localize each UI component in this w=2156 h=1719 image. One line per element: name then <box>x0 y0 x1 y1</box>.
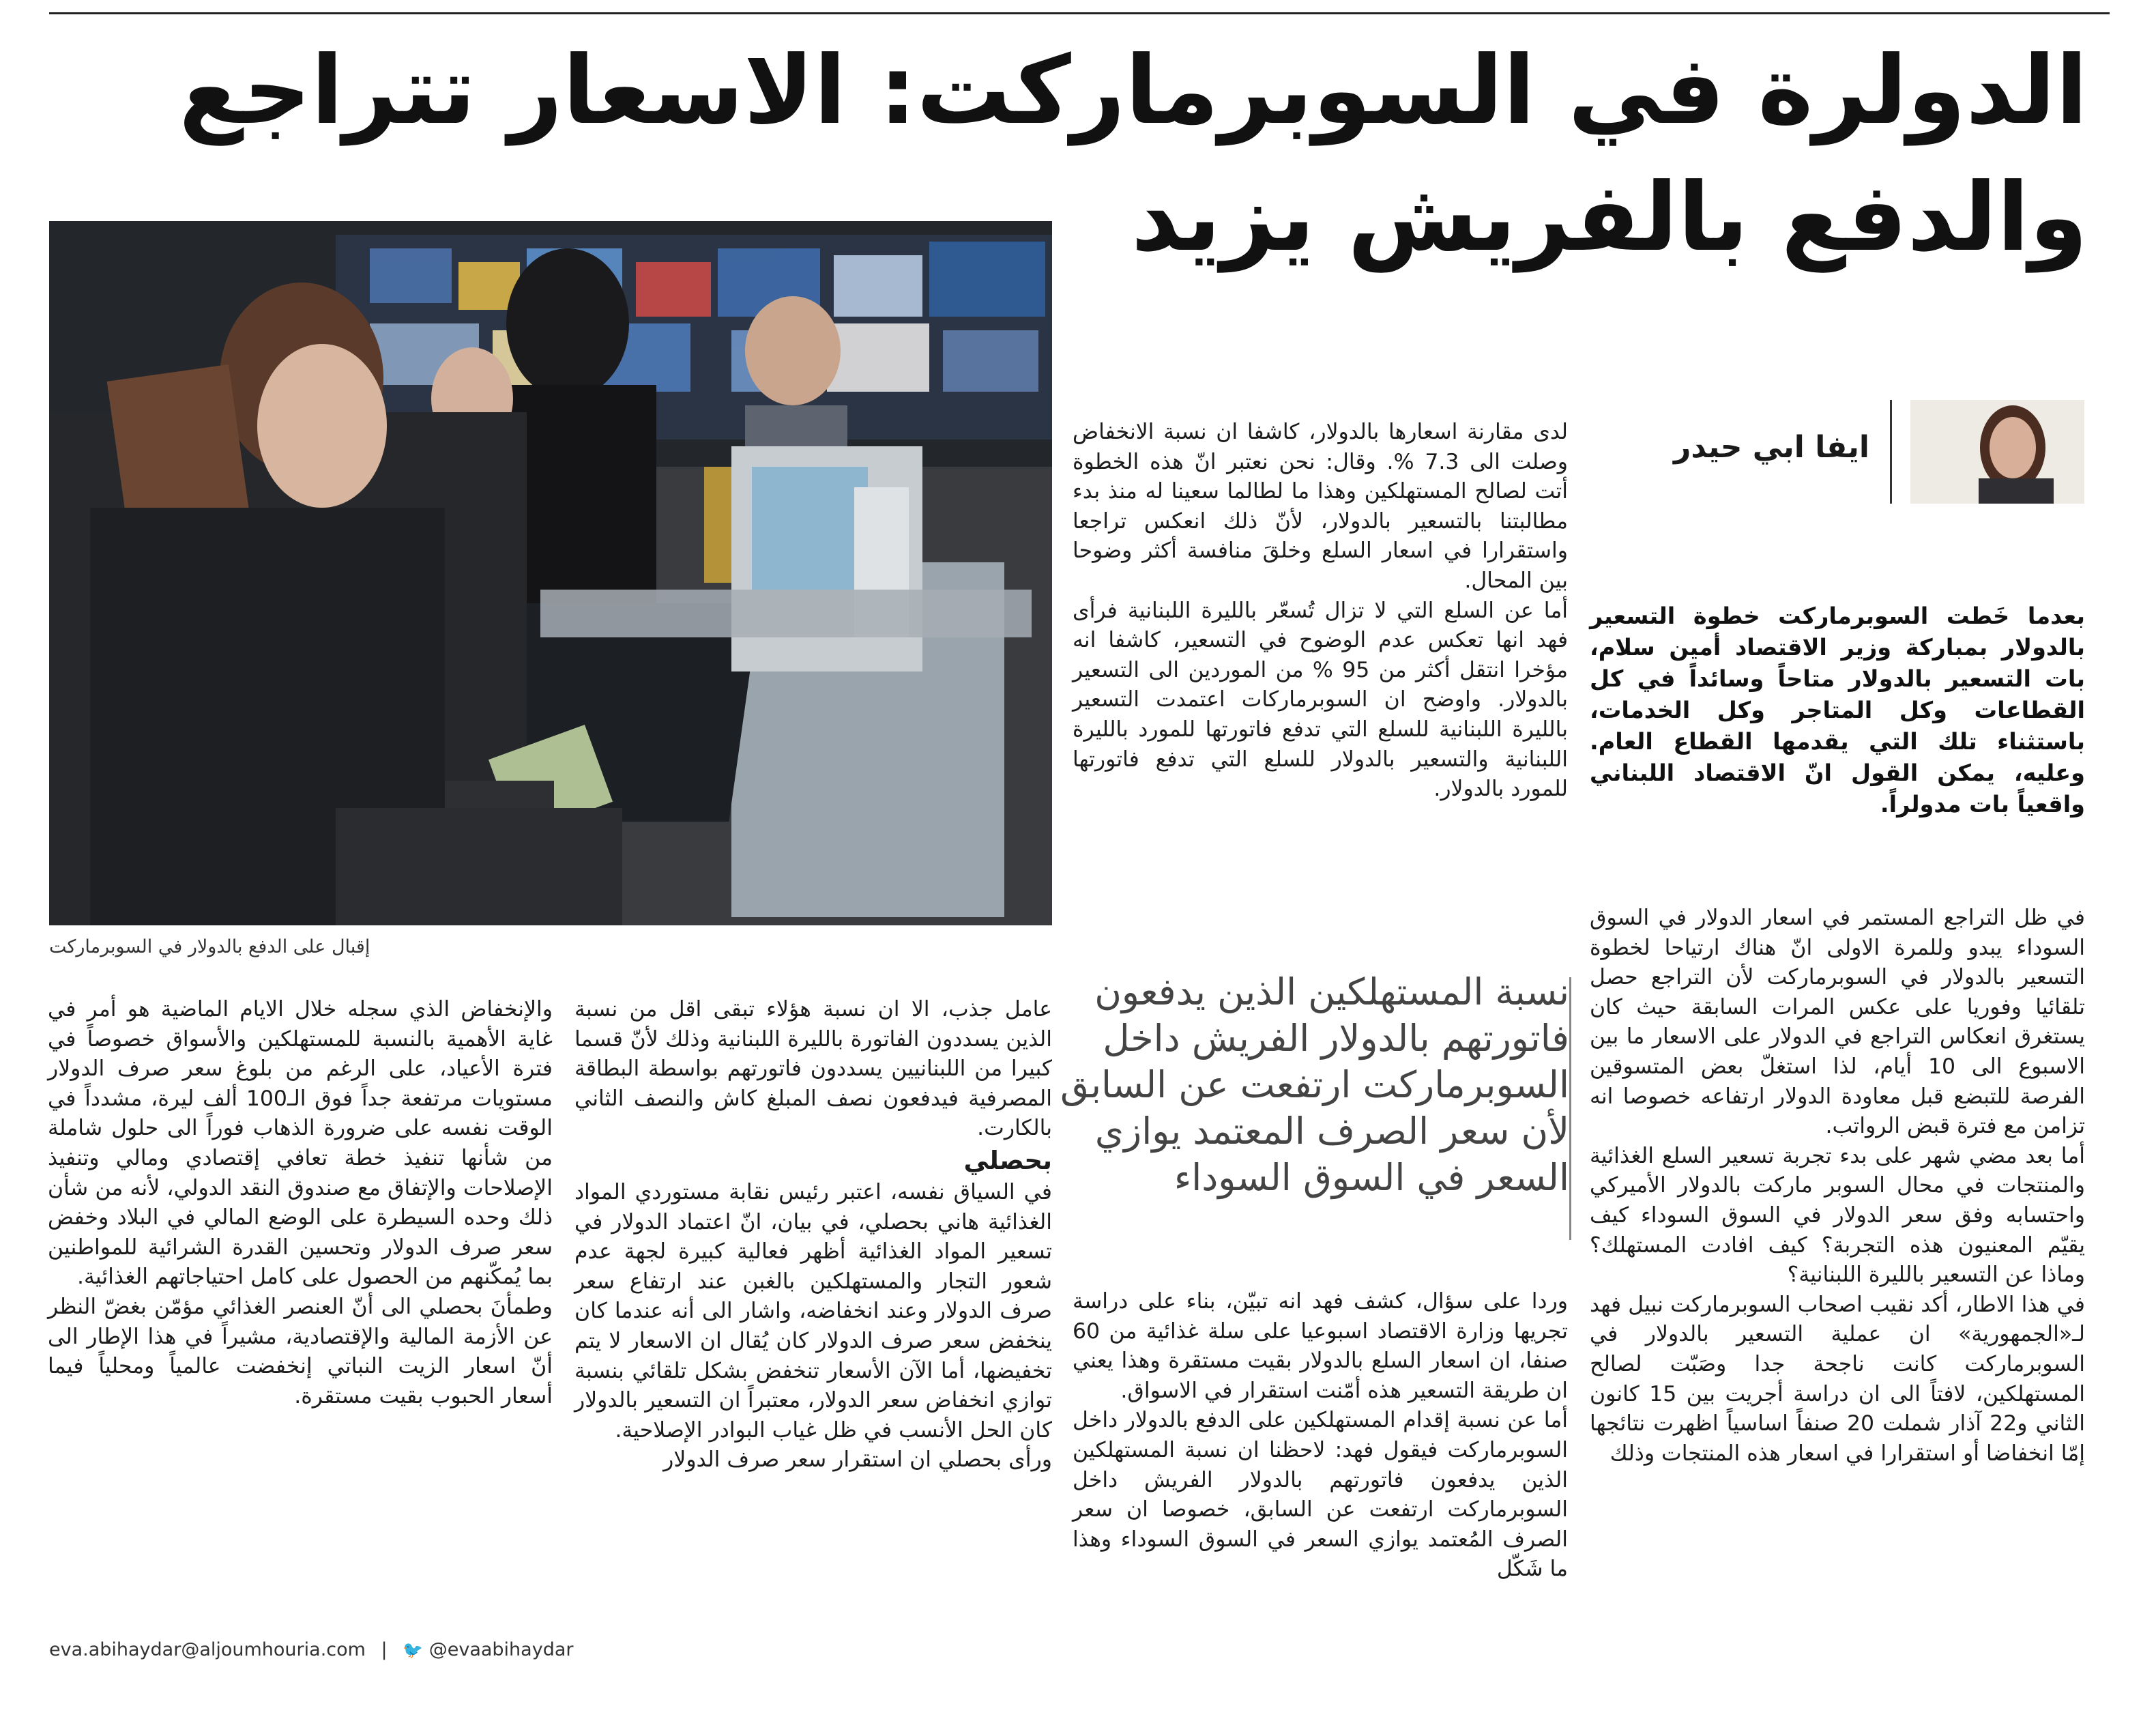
paragraph: أما عن نسبة إقدام المستهلكين على الدفع بالدولار داخل السوبرماركت فيقول فهد: لاحظنا ان نسبة المستهلكين الذين يدفعون فاتورتهم بالدولار الفريش داخل السوبرماركت ارتفعت عن السابق، خصوصا ان سعر الصرف المُعتمد يوازي السعر في السوق السوداء وهذا ما شَكّل <box>1073 1408 1568 1582</box>
paragraph: والإنخفاض الذي سجله خلال الايام الماضية هو أمر في غاية الأهمية بالنسبة للمستهلكين والأسواق خصوصاً في فترة الأعياد، على الرغم من بلوغ سعر صرف الدولار مستويات مرتفعة جداً فوق الـ100 ألف ليرة، مشدداً في الوقت نفسه على ضرورة الذهاب فوراً الى حلول شاملة من شأنها تنفيذ خطة تعافي إقتصادي ومالي وتنفيذ الإصلاحات والإتفاق مع صندوق النقد الدولي، لأنه من شأن ذلك وحده السيطرة على الوضع المالي في البلاد وخفض سعر صرف الدولار وتحسين القدرة الشرائية للمواطنين بما يُمكّنهم من الحصول على كامل احتياجاتهم الغذائية. <box>48 997 553 1290</box>
pull-quote-bar <box>1569 977 1571 1240</box>
author-contact <box>49 1639 574 1660</box>
author-photo <box>1910 400 2084 504</box>
subheading-bahsali: بحصلي <box>963 1145 1052 1175</box>
photo-caption-text: إقبال على الدفع بالدولار في السوبرماركت <box>49 936 370 957</box>
lead-paragraph <box>1590 601 2085 820</box>
headline-line-2: والدفع بالفريش يزيد <box>1131 162 2088 272</box>
paragraph: وطمأنَ بحصلي الى أنّ العنصر الغذائي مؤمّن بغضّ النظر عن الأزمة المالية والإقتصادية، مشيراً في هذا الإطار الى أنّ اسعار الزيت النباتي إنخفضت عالمياً ومحلياً فيما أسعار الحبوب بقيت مستقرة. <box>48 1294 553 1409</box>
paragraph: أما بعد مضي شهر على بدء تجربة تسعير السلع الغذائية والمنتجات في محال السوبر ماركت بالدولار الأميركي واحتسابه وفق سعر الدولار في السوق السوداء كيف يقيّم المعنيون هذه التجربة؟ كيف افادت المستهلك؟ وماذا عن التسعير بالليرة اللبنانية؟ <box>1590 1143 2085 1288</box>
paragraph: وردا على سؤال، كشف فهد انه تبيّن، بناء على دراسة تجريها وزارة الاقتصاد اسبوعيا على سلة غذائية من 60 صنفا، ان اسعار السلع بالدولار بقيت مستقرة وهذا يعني ان طريقة التسعير هذه أمّنت استقرار في الاسواق. <box>1073 1289 1568 1403</box>
paragraph: في السياق نفسه، اعتبر رئيس نقابة مستوردي المواد الغذائية هاني بحصلي، في بيان، انّ اعتماد الدولار في تسعير المواد الغذائية أظهر فعالية كبيرة لجهة عدم شعور التجار والمستهلكين بالغبن عند ارتفاع سعر صرف الدولار وعند انخفاضه، واشار الى أنه عندما كان ينخفض سعر صرف الدولار كان يُقال ان الاسعار لا يتم تخفيضها، أما الآن الأسعار تنخفض بشكل تلقائي بنسبة توازي انخفاض سعر الدولار، معتبراً ان التسعير بالدولار كان الحل الأنسب في ظل غياب البوادر الإصلاحية. <box>574 1179 1052 1443</box>
twitter-handle[interactable]: @evaabihaydar <box>428 1639 574 1660</box>
top-rule <box>49 12 2110 14</box>
author-name: ايفا ابي حيدر <box>1674 430 1869 465</box>
supermarket-photo <box>49 221 1052 925</box>
footer-separator: | <box>381 1639 388 1660</box>
lead-text: بعدما خَطت السوبرماركت خطوة التسعير بالدولار بمباركة وزير الاقتصاد أمين سلام، بات التسعير بالدولار متاحاً وسائداً في كل القطاعات وكل المتاجر وكل الخدمات، باستثناء تلك التي يقدمها القطاع العام. وعليه، يمكن القول انّ الاقتصاد اللبناني واقعياً بات مدولراً. <box>1590 603 2085 818</box>
paragraph: ورأى بحصلي ان استقرار سعر صرف الدولار <box>663 1447 1052 1473</box>
paragraph: عامل جذب، الا ان نسبة هؤلاء تبقى اقل من نسبة الذين يسددون الفاتورة بالليرة اللبنانية وذلك لأنّ قسما كبيرا من اللبنانيين يسددون فاتورتهم بواسطة البطاقة المصرفية فيدفعون نصف المبلغ كاش والنصف الثاني بالكارت. <box>574 997 1052 1141</box>
headline-line-1: الدولرة في السوبرماركت: الاسعار تتراجع <box>179 35 2088 145</box>
twitter-icon: 🐦 <box>403 1641 424 1660</box>
pull-quote: نسبة المستهلكين الذين يدفعون فاتورتهم بالدولار الفريش داخل السوبرماركت ارتفعت عن السابق لأن سعر الصرف المعتمد يوازي السعر في السوق السوداء <box>1060 970 1569 1199</box>
paragraph: في هذا الاطار، أكد نقيب اصحاب السوبرماركت نبيل فهد لـ«الجمهورية» ان عملية التسعير بالدولار في السوبرماركت كانت ناجحة جدا وصَبّت لصالح المستهلكين، لافتاً الى ان دراسة أجريت بين 15 كانون الثاني و22 آذار شملت 20 صنفاً اساسياً اظهرت نتائجها إمّا انخفاضا أو استقرارا في اسعار هذه المنتجات وذلك <box>1590 1292 2086 1466</box>
photo-caption <box>49 936 1052 957</box>
paragraph: أما عن السلع التي لا تزال تُسعّر بالليرة اللبنانية فرأى فهد انها تعكس عدم الوضوح في التسعير، كاشفا انه مؤخرا انتقل أكثر من 95 % من الموردين الى التسعير بالدولار. واوضح ان السوبرماركات اعتمدت التسعير بالليرة اللبنانية للسلع التي تدفع فاتورتها للمورد بالليرة اللبنانية والتسعير بالدولار للسلع التي تدفع فاتورتها للمورد بالدولار. <box>1073 598 1568 802</box>
column-2-top <box>1073 418 1568 805</box>
paragraph: لدى مقارنة اسعارها بالدولار، كاشفا ان نسبة الانخفاض وصلت الى 7.3 %. وقال: نحن نعتبر انّ هذه الخطوة أتت لصالح المستهلكين وهذا ما لطالما سعينا له منذ بدء مطالبتنا بالتسعير بالدولار، لأنّ ذلك انعكس تراجعا واستقرارا في اسعار السلع وخلقَ منافسة أكثر وضوحا بين المحال. <box>1073 420 1569 593</box>
column-1 <box>1590 904 2085 1469</box>
author-email[interactable]: eva.abihaydar@aljoumhouria.com <box>49 1639 366 1660</box>
column-4 <box>48 995 553 1411</box>
column-2-bottom <box>1073 1287 1568 1585</box>
paragraph: في ظل التراجع المستمر في اسعار الدولار في السوق السوداء يبدو وللمرة الاولى انّ هناك ارتياحا لخطوة التسعير بالدولار في السوبرماركت لأن التراجع حصل تلقائيا وفوريا على عكس المرات السابقة حيث كان يستغرق انعكاس التراجع في الدولار على الاسعار ما بين الاسبوع الى 10 أيام، لذا استغلّ بعض المتسوقين الفرصة للتبضع قبل معاودة الدولار ارتفاعه خصوصا انه تزامن مع فترة قبض الرواتب. <box>1590 906 2085 1139</box>
author-separator <box>1890 400 1892 504</box>
column-3 <box>574 995 1052 1475</box>
